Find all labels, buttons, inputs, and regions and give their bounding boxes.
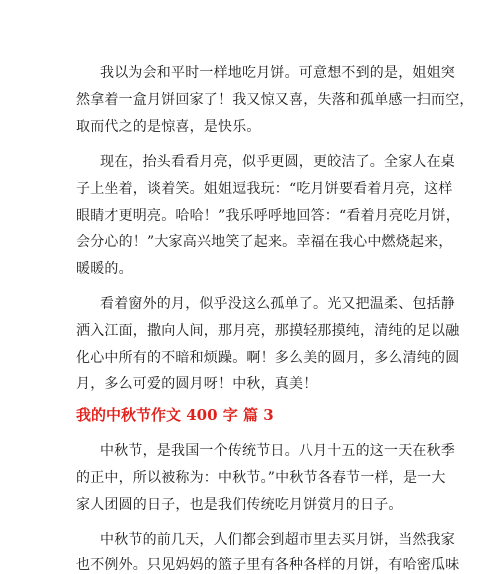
text-line: 眼睛才更明亮。哈哈！”我乐呼呼地回答：“看着月亮吃月饼， — [76, 208, 460, 224]
text-line: 暖暖的。 — [76, 261, 133, 277]
text-line: 家人团圆的日子，也是我们传统吃月饼赏月的日子。 — [76, 497, 403, 513]
section-heading: 我的中秋节作文 400 字 篇 3 — [76, 406, 274, 424]
text-line: 我以为会和平时一样地吃月饼。可意想不到的是，姐姐突 — [100, 65, 455, 81]
text-line: 会分心的！”大家高兴地笑了起来。幸福在我心中燃烧起来， — [76, 234, 453, 250]
text-line: 的正中，所以被称为：中秋节。”中秋节各春节一样，是一大 — [76, 470, 446, 486]
text-line: 也不例外。只见妈妈的篮子里有各种各样的月饼，有哈密瓜味 — [76, 557, 460, 573]
text-line: 看着窗外的月，似乎没这么孤单了。光又把温柔、包括静 — [100, 296, 455, 312]
text-line: 子上坐着，谈着笑。姐姐逗我玩：“吃月饼要看着月亮，这样 — [76, 181, 453, 197]
text-line: 洒入江面，撒向人间，那月亮，那摸轻那摸纯，清纯的足以融 — [76, 323, 460, 339]
text-line: 然拿着一盒月饼回家了！我又惊又喜，失落和孤单感一扫而空， — [76, 92, 474, 108]
text-line: 中秋节，是我国一个传统节日。八月十五的这一天在秋季 — [100, 443, 455, 459]
text-line: 现在，抬头看看月亮，似乎更圆，更皎洁了。全家人在桌 — [100, 154, 455, 170]
text-line: 化心中所有的不暗和烦躁。啊！多么美的圆月，多么清纯的圆 — [76, 350, 460, 366]
text-line: 中秋节的前几天，人们都会到超市里去买月饼，当然我家 — [100, 532, 455, 548]
text-line: 月，多么可爱的圆月呀！中秋，真美！ — [76, 376, 318, 392]
text-line: 取而代之的是惊喜，是快乐。 — [76, 119, 261, 135]
